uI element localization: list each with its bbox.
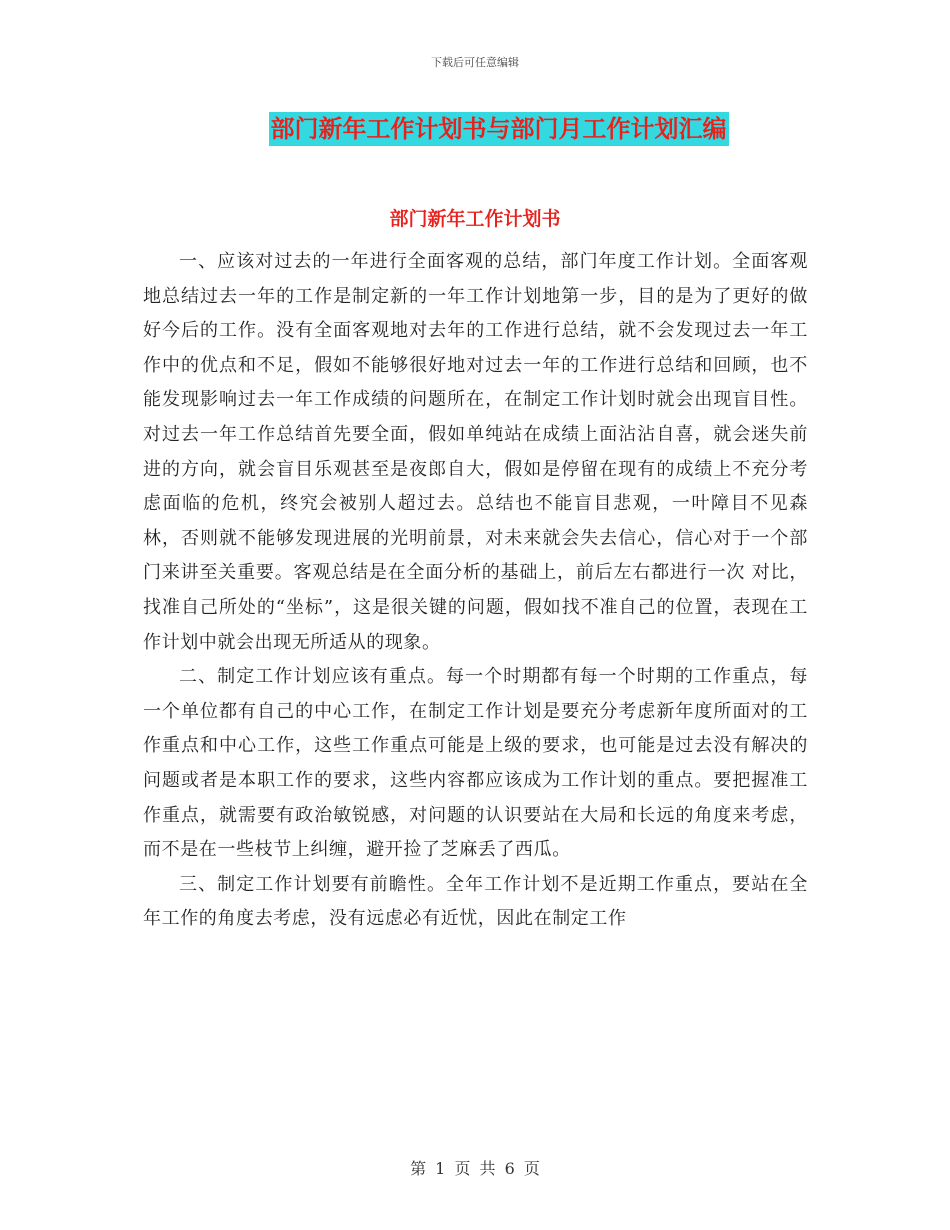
paragraph-1: 一、应该对过去的一年进行全面客观的总结，部门年度工作计划。全面客观地总结过去一年的工作是制定新的一年工作计划地第一步，目的是为了更好的做好今后的工作。没有全面客观地对去年的工作进行总结，就不会发现过去一年工作中的优点和不足，假如不能够很好地对过去一年的工作进行总结和回顾，也不能发现影响过去一年工作成绩的问题所在，在制定工作计划时就会出现盲目性。对过去一年工作总结首先要全面，假如单纯站在成绩上面沾沾自喜，就会迷失前进的方向，就会盲目乐观甚至是夜郎自大，假如是停留在现有的成绩上不充分考虑面临的危机，终究会被别人超过去。总结也不能盲目悲观，一叶障目不见森林，否则就不能够发现进展的光明前景，对未来就会失去信心，信心对于一个部门来讲至关重要。客观总结是在全面分析的基础上，前后左右都进行一次 对比，找准自己所处的“坐标”，这是很关键的问题，假如找不准自己的位置，表现在工作计划中就会出现无所适从的现象。 bbox=[143, 251, 808, 653]
main-title: 部门新年工作计划书与部门月工作计划汇编 bbox=[269, 112, 729, 146]
paragraph-2: 二、制定工作计划应该有重点。每一个时期都有每一个时期的工作重点，每一个单位都有自己的中心工作，在制定工作计划是要充分考虑新年度所面对的工作重点和中心工作，这些工作重点可能是上级的要求，也可能是过去没有解决的问题或者是本职工作的要求，这些内容都应该成为工作计划的重点。要把握准工作重点，就需要有政治敏锐感，对问题的认识要站在大局和长远的角度来考虑，而不是在一些枝节上纠缠，避开捡了芝麻丢了西瓜。 bbox=[143, 666, 808, 861]
main-title-container bbox=[0, 112, 950, 146]
document-body bbox=[143, 245, 808, 937]
page-indicator: 第 1 页 共 6 页 bbox=[410, 1159, 540, 1178]
header-note: 下载后可任意编辑 bbox=[431, 56, 519, 69]
paragraph-3: 三、制定工作计划要有前瞻性。全年工作计划不是近期工作重点，要站在全年工作的角度去考虑，没有远虑必有近忧，因此在制定工作 bbox=[143, 873, 808, 930]
section-title: 部门新年工作计划书 bbox=[389, 208, 561, 230]
